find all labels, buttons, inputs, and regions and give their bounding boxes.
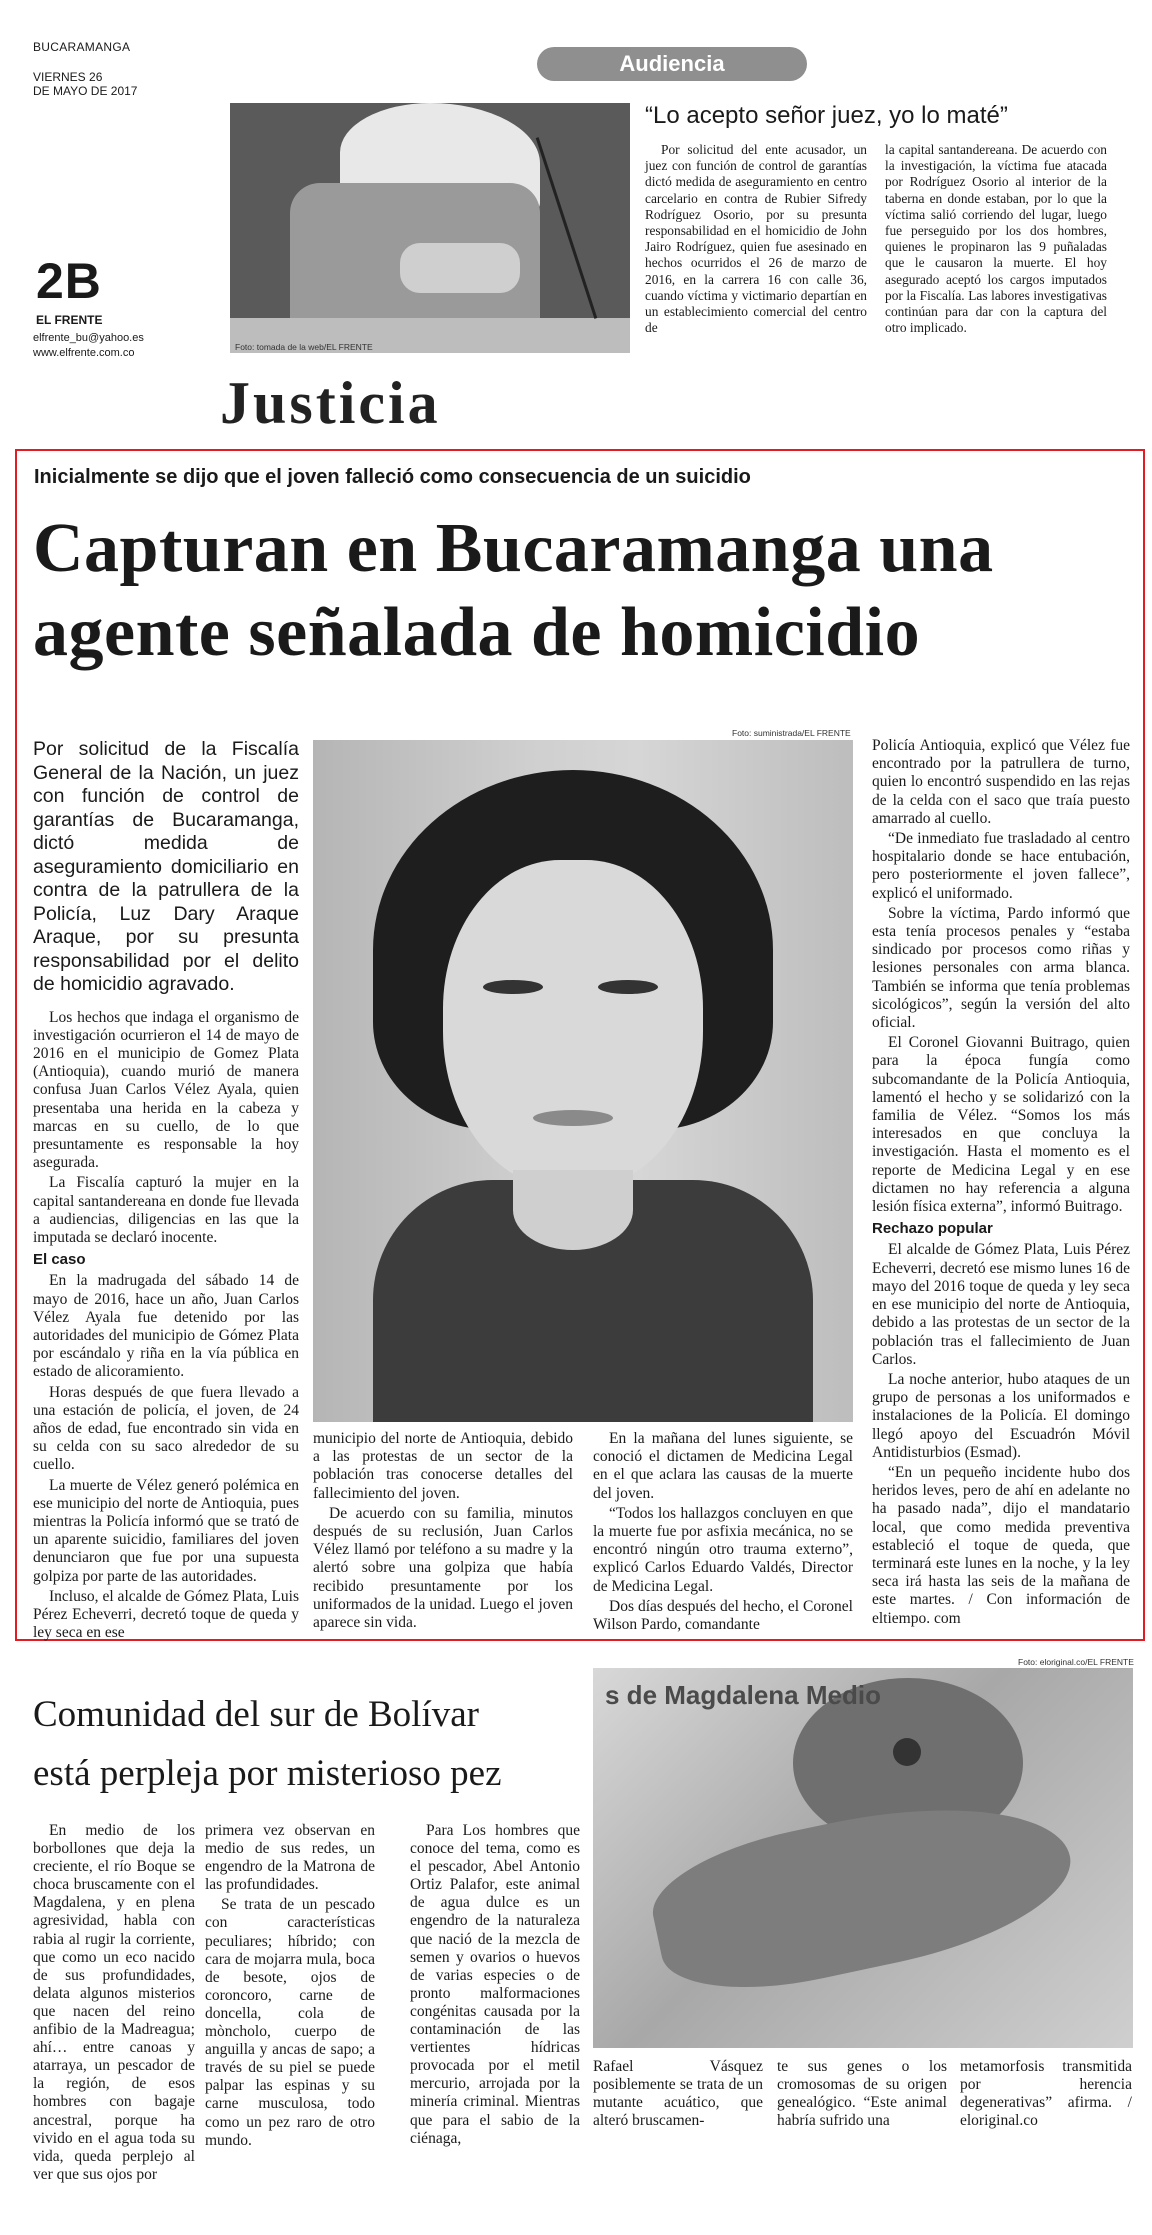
- main-col-2: [313, 1430, 573, 1634]
- main-c3-p3: Dos días después del hecho, el Coronel Wilson Pardo, comandante: [593, 1597, 853, 1634]
- main-c3-p1: En la mañana del lunes siguiente, se conoció el dictamen de Medicina Legal en el que aclara las causas de la muerte del joven.: [593, 1430, 853, 1502]
- website: www.elfrente.com.co: [33, 347, 135, 359]
- audiencia-col-1-text: Por solicitud del ente acusador, un juez con función de control de garantías dictó medida de aseguramiento en centro carcelario en contra de Rubier Sifredy Rodríguez Osorio, por su presunta responsabilidad en el homicidio de John Jairo Rodríguez, quien fue asesinado en hechos ocurridos el 26 de marzo de 2016, en la carrera 16 con calle 36, cuando víctima y victimario departían en un establecimiento comercial del centro de: [645, 142, 867, 336]
- masthead-city: BUCARAMANGA: [33, 40, 131, 54]
- audiencia-label: Audiencia: [537, 47, 807, 81]
- audiencia-headline: “Lo acepto señor juez, yo lo maté”: [645, 102, 1008, 129]
- main-c1-p4: Horas después de que fuera llevado a una estación de policía, el joven, de 24 años de edad, fue encontrado sin vida en su celda con su saco alrededor de su cuello.: [33, 1383, 299, 1474]
- main-c4-p1: Policía Antioquia, explicó que Vélez fue encontrado por la patrullera de turno, quien lo encontró suspendido en las rejas de la celda con el saco que traía puesto amarrado al cuello.: [872, 737, 1130, 827]
- main-col-1: [33, 738, 299, 1644]
- main-c2-p2: De acuerdo con su familia, minutos después de su reclusión, Juan Carlos Vélez llamó por teléfono a su madre y la alertó sobre una golpiza que había recibido presuntamente por los uniformados de la unidad. Luego el joven aparece sin vida.: [313, 1504, 573, 1632]
- date-line-1: VIERNES 26: [33, 70, 103, 84]
- subhead-el-caso: El caso: [33, 1251, 86, 1269]
- bolivar-col-5: [777, 2058, 947, 2132]
- subhead-rechazo-popular: Rechazo popular: [872, 1220, 993, 1238]
- main-c4-p5: El alcalde de Gómez Plata, Luis Pérez Echeverri, decretó ese mismo lunes 16 de mayo del 2016 toque de queda y ley seca en ese municipio del norte de Antioquia, debido a las protestas de un sector de la población tras el fallecimiento de Juan Carlos.: [872, 1241, 1130, 1368]
- main-c1-p3: En la madrugada del sábado 14 de mayo de 2016, hace un año, Juan Carlos Vélez Ayala fue detenido por las autoridades del municipio de Gómez Plata por escándalo y riña en la vía pública en estado de alicoramiento.: [33, 1272, 299, 1381]
- bolivar-col-6: [960, 2058, 1132, 2132]
- main-lead: Por solicitud de la Fiscalía General de la Nación, un juez con función de control de garantías de Bucaramanga, dictó medida de aseguramiento domiciliario en contra de la patrullera de la Policía, Luz Dary Araque Araque, por su presunta responsabilidad por el delito de homicidio agravado.: [33, 738, 299, 995]
- main-photo-credit: Foto: suministrada/EL FRENTE: [732, 728, 851, 738]
- bolivar-c2-p1: primera vez observan en medio de sus redes, un engendro de la Matrona de las profundidades.: [205, 1822, 375, 1894]
- main-c1-p6: Incluso, el alcalde de Gómez Plata, Luis Pérez Echeverri, decretó toque de queda y ley seca en ese: [33, 1587, 299, 1642]
- main-c1-p1: Los hechos que indaga el organismo de investigación ocurrieron el 14 de mayo de 2016 en el municipio de Gomez Plata (Antioquia), cuando murió de manera confusa Juan Carlos Vélez Ayala, quien presentaba una herida en la cabeza y marcas en su cuello, de lo que presuntamente es responsable la hoy asegurada.: [33, 1008, 299, 1172]
- main-c4-p7: “En un pequeño incidente hubo dos heridos leves, pero de ahí en adelante no ha pasado nada”, dijo el mandatario local, que como medida preventiva estableció el toque de queda, que terminará este lunes en la noche, y la ley seca irá hasta las seis de la mañana de este martes. / Con información de eltiempo. com: [872, 1463, 1130, 1627]
- bolivar-photo-credit: Foto: eloriginal.co/EL FRENTE: [1018, 1657, 1134, 1667]
- masthead-date: [33, 70, 137, 98]
- bolivar-col-4: [593, 2058, 763, 2132]
- bolivar-col-1: [33, 1822, 195, 2186]
- bolivar-headline-1: Comunidad del sur de Bolívar: [33, 1694, 479, 1735]
- main-c1-p5: La muerte de Vélez generó polémica en ese municipio del norte de Antioquia, pues mientras la Policía informó que se trató de un aparente suicidio, familiares del joven denunciaron que fue por una supuesta golpiza por parte de las autoridades.: [33, 1476, 299, 1585]
- main-c4-p2: “De inmediato fue trasladado al centro hospitalario donde se hace entubación, pero posteriormente el joven fallece”, explicó el uniformado.: [872, 830, 1130, 902]
- bolivar-photo-caption: s de Magdalena Medio: [605, 1680, 881, 1710]
- audiencia-col-2-text: la capital santandereana. De acuerdo con la investigación, la víctima fue atacada por Rodríguez Osorio al interior de la taberna en donde estaban, por lo que la víctima salió corriendo del lugar, luego fue perseguido por los dos hombres, quienes le propinaron las 9 puñaladas que le causaron la muerte. El hoy asegurado aceptó los cargos imputados por la Fiscalía. Las labores investigativas continúan para dar con la captura del otro implicado.: [885, 142, 1107, 336]
- main-story-box: [15, 449, 1145, 1641]
- bolivar-c3: Para Los hombres que conoce del tema, como es el pescador, Abel Antonio Ortiz Palafor, este animal de agua dulce es un engendro de la naturaleza que nació de la mezcla de semen y ovarios o huevos de varias especies o de pronto malformaciones congénitas causada por la contaminación de las vertientes hídricas provocada por el metil mercurio, arrojada por la minería criminal. Mientras que para el sabio de la ciénaga,: [410, 1822, 580, 2147]
- audiencia-photo: [230, 103, 630, 353]
- bolivar-col-2: [205, 1822, 375, 2152]
- bolivar-photo: [593, 1668, 1133, 2048]
- bolivar-c1: En medio de los borbollones que deja la creciente, el río Boque se choca bruscamente con el Magdalena, y en plena agresividad, habla con rabia al rugir la corriente, que como un eco nacido de sus profundidades, delata algunos misterios que nacen del reino anfibio de la Madreagua; ahí… entre canoas y atarraya, un pescador de la región, de esos hombres con bagaje ancestral, porque ha vivido en el agua toda su vida, queda perplejo al ver que sus ojos por: [33, 1822, 195, 2183]
- main-c2-p1: municipio del norte de Antioquia, debido a las protestas de un sector de la población tras conocerse detalles del fallecimiento del joven.: [313, 1430, 573, 1502]
- main-c1-p2: La Fiscalía capturó la mujer en la capital santandereana en donde fue llevada a audiencias, diligencias en las que la imputada se declaró inocente.: [33, 1174, 299, 1246]
- main-col-3: [593, 1430, 853, 1636]
- bolivar-c6: metamorfosis transmitida por herencia degenerativas” afirma. / eloriginal.co: [960, 2058, 1132, 2130]
- audiencia-box: [217, 45, 1127, 363]
- brand-name: EL FRENTE: [36, 313, 103, 327]
- bolivar-c5: te sus genes o los cromosomas de su origen genealógico. “Este animal habría sufrido una: [777, 2058, 947, 2130]
- audiencia-photo-credit: Foto: tomada de la web/EL FRENTE: [235, 342, 373, 352]
- main-headline-1: Capturan en Bucaramanga una: [33, 510, 994, 587]
- section-title: Justicia: [220, 370, 441, 436]
- audiencia-col-2: [885, 142, 1107, 338]
- main-c3-p2: “Todos los hallazgos concluyen en que la muerte fue por asfixia mecánica, no se encontró ningún otro trauma externo”, explicó Carlos Eduardo Valdés, Director de Medicina Legal.: [593, 1504, 853, 1595]
- main-c4-p3: Sobre la víctima, Pardo informó que esta tenía procesos penales y “estaba sindicado por procesos como riñas y lesiones personales con arma blanca. También se informa que tenía problemas sicológicos”, según la versión del alto oficial.: [872, 904, 1130, 1032]
- main-c4-p6: La noche anterior, hubo ataques de un grupo de personas a los uniformados e instalaciones de la Policía. El domingo llegó apoyo del Escuadrón Móvil Antidisturbios (Esmad).: [872, 1370, 1130, 1461]
- email: elfrente_bu@yahoo.es: [33, 332, 144, 344]
- main-col-4: [872, 737, 1130, 1630]
- main-photo: [313, 740, 853, 1422]
- bolivar-c2-p2: Se trata de un pescado con características peculiares; híbrido; con cara de mojarra mula, boca de besote, ojos de coroncoro, carne de doncella, cola de mòncholo, cuerpo de anguilla y ancas de sapo; a través de su piel se puede palpar las espinas y su carne musculosa, todo como un pez raro de otro mundo.: [205, 1896, 375, 2149]
- date-line-2: DE MAYO DE 2017: [33, 84, 138, 98]
- main-kicker: Inicialmente se dijo que el joven falleció como consecuencia de un suicidio: [34, 466, 751, 488]
- bolivar-c4: Rafael Vásquez posiblemente se trata de un mutante acuático, que alteró bruscamen-: [593, 2058, 763, 2130]
- bolivar-col-3: [410, 1822, 580, 2150]
- audiencia-col-1: [645, 142, 867, 338]
- bolivar-headline-2: está perpleja por misterioso pez: [33, 1753, 502, 1794]
- main-c4-p4: El Coronel Giovanni Buitrago, quien para la época fungía como subcomandante de la Policía Antioquia, lamentó el hecho y se solidarizó con la familia de Vélez. “Somos los más interesados en que concluya la investigación. Hasta el momento es el reporte de Medicina Legal y en ese dictamen no hay referencia a alguna lesión física externa”, informó Buitrago.: [872, 1034, 1130, 1216]
- page-number: 2B: [36, 253, 102, 309]
- main-headline-2: agente señalada de homicidio: [33, 594, 921, 671]
